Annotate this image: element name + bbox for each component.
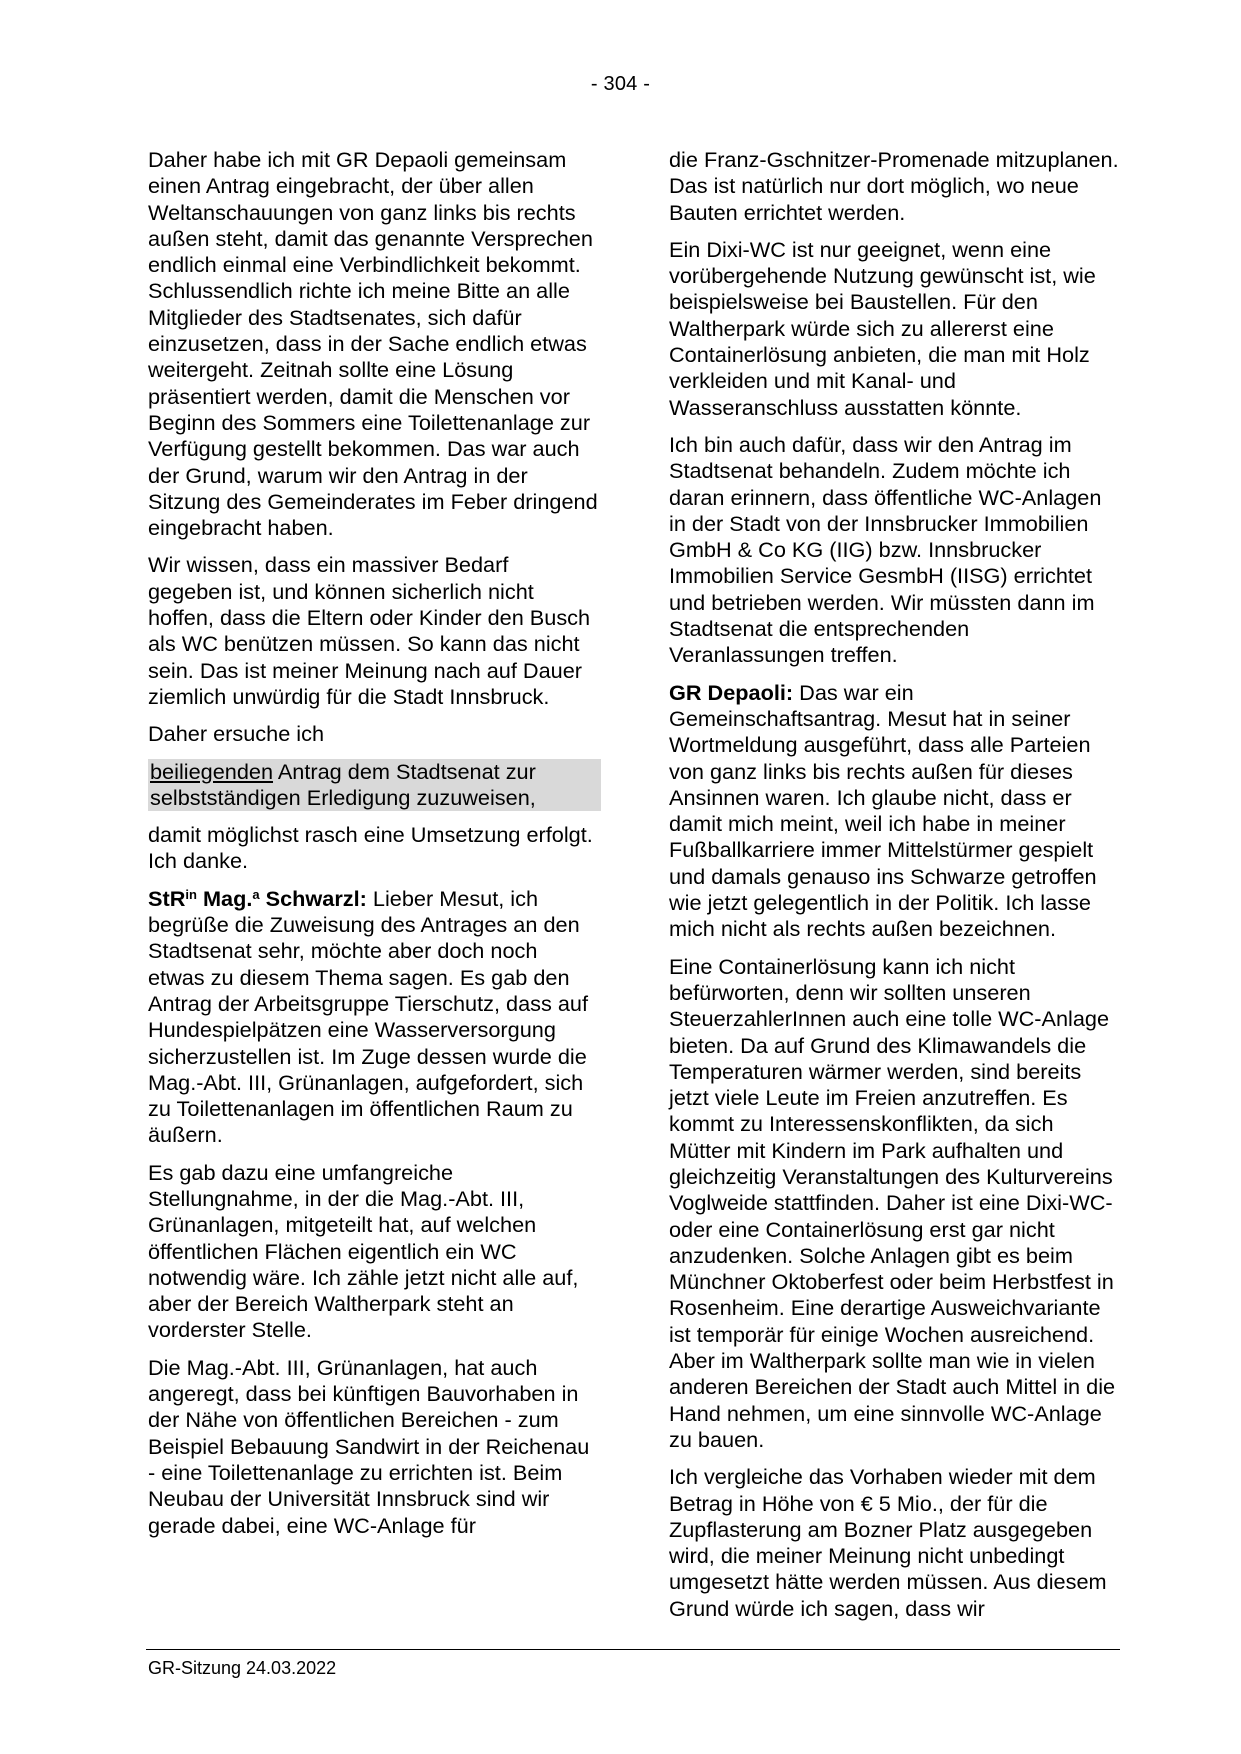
- speaker-name-part: StR: [148, 885, 186, 911]
- page-number: - 304 -: [590, 73, 651, 95]
- speaker-paragraph: [148, 886, 598, 1149]
- motion-text: Antrag dem Stadtsenat zur selbstständigen Erledigung zuzuweisen,: [150, 758, 536, 810]
- left-column: [148, 147, 598, 1550]
- paragraph: Ich bin auch dafür, dass wir den Antrag im Stadtsenat behandeln. Zudem möchte ich daran erinnern, dass öffentliche WC-Anlagen in der Stadt von der Innsbrucker Immobilien GmbH & Co KG (IIG) bzw. Innsbrucker Immobilien Service GesmbH (IISG) errichtet und betrieben werden. Wir müssten dann im Stadtsenat die entsprechenden Veranlassungen treffen.: [669, 431, 1102, 668]
- footer-divider: [146, 1649, 1120, 1650]
- paragraph: Ich vergleiche das Vorhaben wieder mit dem Betrag in Höhe von € 5 Mio., der für die Zupflasterung am Bozner Platz ausgegeben wird, die meiner Meinung nicht unbedingt umgesetzt hätte werden müssen. Aus diesem Grund würde ich sagen, dass wir: [669, 1464, 1107, 1621]
- speaker-name: GR Depaoli:: [669, 679, 794, 705]
- speaker-name-superscript: a: [252, 886, 260, 902]
- motion-underlined-word: beiliegenden: [150, 758, 274, 784]
- speaker-name: [148, 886, 367, 911]
- paragraph: Wir wissen, dass ein massiver Bedarf gegeben ist, und können sicherlich nicht hoffen, dass die Eltern oder Kinder den Busch als WC benützen müssen. So kann das nicht sein. Das ist meiner Meinung nach auf Dauer ziemlich unwürdig für die Stadt Innsbruck.: [148, 552, 591, 709]
- paragraph: Eine Containerlösung kann ich nicht befürworten, denn wir sollten unseren SteuerzahlerInnen auch eine tolle WC-Anlage bieten. Da auf Grund des Klimawandels die Temperaturen wärmer werden, sind bereits jetzt viele Leute im Freien anzutreffen. Es kommt zu Interessenskonflikten, da sich Mütter mit Kindern im Park aufhalten und gleichzeitig Veranstaltungen des Kulturvereins Voglweide stattfinden. Daher ist eine Dixi-WC- oder eine Containerlösung erst gar nicht anzudenken. Solche Anlagen gibt es beim Münchner Oktoberfest oder beim Herbstfest in Rosenheim. Eine derartige Ausweichvariante ist temporär für einige Wochen ausreichend. Aber im Waltherpark sollte man wie in vielen anderen Bereichen der Stadt auch Mittel in die Hand nehmen, um eine sinnvolle WC-Anlage zu bauen.: [669, 953, 1116, 1452]
- speaker-name-superscript: in: [185, 886, 197, 902]
- speaker-name-part: Schwarzl:: [259, 885, 367, 911]
- paragraph: die Franz-Gschnitzer-Promenade mitzuplanen. Das ist natürlich nur dort möglich, wo neue Bauten errichtet werden.: [669, 147, 1119, 225]
- paragraph: Ein Dixi-WC ist nur geeignet, wenn eine vorübergehende Nutzung gewünscht ist, wie beispielsweise bei Baustellen. Für den Waltherpark würde sich zu allererst eine Containerlösung anbieten, die man mit Holz verkleiden und mit Kanal- und Wasseranschluss ausstatten könnte.: [669, 236, 1096, 420]
- footer-text: GR-Sitzung 24.03.2022: [148, 1658, 337, 1678]
- speech-text: Das war ein Gemeinschaftsantrag. Mesut hat in seiner Wortmeldung ausgeführt, dass alle Parteien von ganz links bis rechts außen für dieses Ansinnen waren. Ich glaube nicht, dass er damit mich meint, weil ich habe in meiner Fußballkarriere immer Mittelstürmer gespielt und damals genauso ins Schwarze getroffen wie jetzt gelegentlich in der Politik. Ich lasse mich nicht als rechts außen bezeichnen.: [669, 679, 1097, 942]
- speaker-paragraph: [669, 680, 1119, 943]
- motion-highlight: [148, 759, 601, 812]
- speaker-name-part: Mag.: [196, 885, 253, 911]
- paragraph: Daher ersuche ich: [148, 721, 324, 747]
- paragraph: Daher habe ich mit GR Depaoli gemeinsam einen Antrag eingebracht, der über allen Weltanschauungen von ganz links bis rechts außen steht, damit das genannte Versprechen endlich einmal eine Verbindlichkeit bekommt. Schlussendlich richte ich meine Bitte an alle Mitglieder des Stadtsenates, sich dafür einzusetzen, dass in der Sache endlich etwas weitergeht. Zeitnah sollte eine Lösung präsentiert werden, damit die Menschen vor Beginn des Sommers eine Toilettenanlage zur Verfügung gestellt bekommen. Das war auch der Grund, warum wir den Antrag in der Sitzung des Gemeinderates im Feber dringend eingebracht haben.: [148, 147, 598, 541]
- paragraph: Es gab dazu eine umfangreiche Stellungnahme, in der die Mag.-Abt. III, Grünanlagen, mitgeteilt hat, auf welchen öffentlichen Flächen eigentlich ein WC notwendig wäre. Ich zähle jetzt nicht alle auf, aber der Bereich Waltherpark steht an vorderster Stelle.: [148, 1159, 579, 1343]
- paragraph: damit möglichst rasch eine Umsetzung erfolgt. Ich danke.: [148, 822, 593, 874]
- right-column: [669, 147, 1119, 1633]
- speech-text: Lieber Mesut, ich begrüße die Zuweisung des Antrages an den Stadtsenat sehr, möchte aber doch noch etwas zu diesem Thema sagen. Es gab den Antrag der Arbeitsgruppe Tierschutz, dass auf Hundespielpätzen eine Wasserversorgung sicherzustellen ist. Im Zuge dessen wurde die Mag.-Abt. III, Grünanlagen, aufgefordert, sich zu Toilettenanlagen im öffentlichen Raum zu äußern.: [148, 885, 589, 1148]
- paragraph: Die Mag.-Abt. III, Grünanlagen, hat auch angeregt, dass bei künftigen Bauvorhaben in der Nähe von öffentlichen Bereichen - zum Beispiel Bebauung Sandwirt in der Reichenau - eine Toilettenanlage zu errichten ist. Beim Neubau der Universität Innsbruck sind wir gerade dabei, eine WC-Anlage für: [148, 1354, 590, 1538]
